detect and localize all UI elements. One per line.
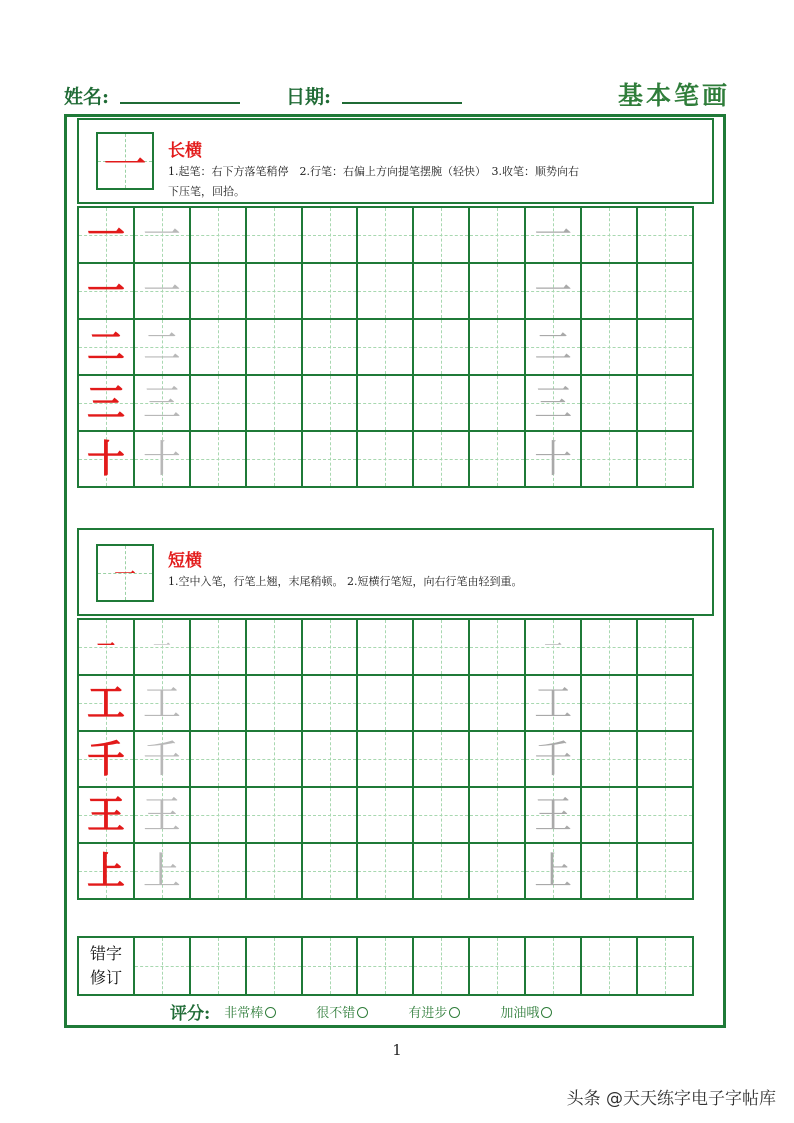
page-title: 基本笔画	[617, 81, 730, 110]
grid-char: 三	[142, 381, 181, 425]
practice-row	[77, 674, 714, 732]
grid-cell[interactable]	[636, 430, 694, 488]
grid-cell[interactable]	[412, 936, 470, 996]
sample-char: 一	[113, 562, 136, 588]
grid-cell[interactable]	[356, 936, 414, 996]
grid-cell[interactable]	[524, 842, 582, 900]
grid-cell[interactable]	[245, 374, 303, 432]
grid-cell[interactable]	[468, 842, 526, 900]
grid-char: 一	[142, 269, 181, 313]
grid-cell[interactable]	[636, 936, 694, 996]
grid-cell[interactable]	[636, 730, 694, 788]
grid-char: 千	[534, 737, 573, 781]
grid-cell[interactable]	[245, 674, 303, 732]
grid-cell[interactable]	[301, 618, 359, 676]
grid-cell[interactable]	[189, 786, 247, 844]
grid-cell[interactable]	[524, 262, 582, 320]
practice-row	[77, 374, 714, 432]
grid-cell[interactable]	[524, 374, 582, 432]
grid-cell[interactable]	[636, 206, 694, 264]
grid-char: 十	[86, 437, 125, 481]
grid-cell[interactable]	[468, 206, 526, 264]
grid-cell[interactable]	[133, 318, 191, 376]
grid-cell[interactable]	[189, 430, 247, 488]
grid-cell[interactable]	[301, 374, 359, 432]
grid-cell[interactable]	[77, 786, 135, 844]
grid-cell[interactable]	[133, 674, 191, 732]
grid-cell[interactable]	[468, 936, 526, 996]
stroke-description-line: 1.起笔：右下方落笔稍停 2.行笔：右偏上方向提笔摆腕（轻快） 3.收笔：顺势向右	[168, 165, 579, 178]
grid-cell[interactable]	[133, 374, 191, 432]
grid-cell[interactable]	[77, 318, 135, 376]
score-option[interactable]: 加油哦	[500, 1002, 552, 1021]
grid-char: 一	[86, 269, 125, 313]
grid-cell[interactable]	[356, 206, 414, 264]
grid-cell[interactable]	[356, 318, 414, 376]
grid-char: 王	[142, 793, 181, 837]
grid-cell[interactable]	[77, 430, 135, 488]
grid-cell[interactable]	[356, 430, 414, 488]
grid-cell[interactable]	[245, 262, 303, 320]
grid-cell[interactable]	[412, 430, 470, 488]
practice-row	[77, 206, 714, 264]
grid-cell[interactable]	[245, 618, 303, 676]
grid-cell[interactable]	[245, 430, 303, 488]
grid-cell[interactable]	[245, 786, 303, 844]
grid-cell[interactable]	[580, 842, 638, 900]
grid-cell[interactable]	[189, 206, 247, 264]
stroke-name: 长横	[168, 141, 202, 161]
grid-cell[interactable]	[580, 374, 638, 432]
grid-cell[interactable]	[189, 674, 247, 732]
grid-cell[interactable]	[524, 430, 582, 488]
grid-char: 工	[534, 681, 573, 725]
grid-cell[interactable]	[580, 318, 638, 376]
stroke-description-line: 下压笔，回拾。	[168, 185, 245, 198]
grid-cell[interactable]	[636, 674, 694, 732]
grid-cell[interactable]	[356, 786, 414, 844]
grid-cell[interactable]	[580, 674, 638, 732]
grid-cell[interactable]	[301, 430, 359, 488]
score-option[interactable]: 很不错	[316, 1002, 368, 1021]
grid-cell[interactable]	[189, 936, 247, 996]
circle-icon[interactable]	[541, 1007, 552, 1018]
grid-char: 上	[86, 849, 125, 893]
grid-cell[interactable]	[468, 730, 526, 788]
grid-char: 二	[534, 325, 573, 369]
grid-char: 三	[86, 381, 125, 425]
grid-cell[interactable]	[524, 786, 582, 844]
grid-cell[interactable]	[189, 318, 247, 376]
grid-cell[interactable]	[412, 206, 470, 264]
score-bar	[170, 998, 592, 1024]
grid-cell[interactable]	[580, 936, 638, 996]
grid-char: 上	[534, 849, 573, 893]
correction-label	[79, 938, 133, 994]
grid-cell	[77, 936, 135, 996]
grid-cell[interactable]	[580, 730, 638, 788]
grid-cell[interactable]	[636, 318, 694, 376]
grid-cell[interactable]	[412, 842, 470, 900]
grid-cell[interactable]	[580, 206, 638, 264]
practice-row	[77, 842, 714, 900]
correction-label-line: 修订	[89, 968, 122, 987]
grid-char: 一	[86, 213, 125, 257]
grid-cell[interactable]	[133, 936, 191, 996]
grid-char: 一	[534, 269, 573, 313]
grid-cell[interactable]	[133, 730, 191, 788]
correction-label-line: 错字	[89, 944, 122, 963]
grid-cell[interactable]	[301, 206, 359, 264]
grid-cell[interactable]	[524, 730, 582, 788]
grid-cell[interactable]	[245, 936, 303, 996]
grid-cell[interactable]	[245, 318, 303, 376]
grid-cell[interactable]	[356, 730, 414, 788]
grid-cell[interactable]	[468, 674, 526, 732]
grid-char: 工	[142, 681, 181, 725]
grid-cell[interactable]	[412, 318, 470, 376]
circle-icon[interactable]	[265, 1007, 276, 1018]
grid-cell[interactable]	[77, 674, 135, 732]
circle-icon[interactable]	[357, 1007, 368, 1018]
score-option[interactable]: 有进步	[408, 1002, 460, 1021]
correction-row	[77, 936, 714, 996]
grid-char: 十	[142, 437, 181, 481]
grid-cell[interactable]	[468, 786, 526, 844]
grid-cell[interactable]	[524, 674, 582, 732]
grid-cell[interactable]	[189, 730, 247, 788]
grid-char: 上	[142, 849, 181, 893]
grid-cell[interactable]	[189, 262, 247, 320]
grid-cell[interactable]	[524, 936, 582, 996]
stroke-description	[168, 162, 678, 202]
name-field-line[interactable]	[120, 102, 240, 104]
grid-cell[interactable]	[356, 842, 414, 900]
grid-cell[interactable]	[301, 936, 359, 996]
grid-cell[interactable]	[189, 842, 247, 900]
grid-char: 王	[534, 793, 573, 837]
grid-cell[interactable]	[301, 842, 359, 900]
stroke-description	[168, 572, 678, 592]
grid-cell[interactable]	[580, 786, 638, 844]
grid-cell[interactable]	[245, 842, 303, 900]
grid-cell[interactable]	[468, 618, 526, 676]
grid-char: 工	[86, 681, 125, 725]
sample-char-box	[96, 544, 154, 602]
grid-cell[interactable]	[468, 262, 526, 320]
grid-char: 千	[86, 737, 125, 781]
grid-cell[interactable]	[77, 262, 135, 320]
grid-cell[interactable]	[412, 262, 470, 320]
stroke-info-long-horizontal	[77, 118, 714, 204]
grid-cell[interactable]	[77, 618, 135, 676]
grid-cell[interactable]	[77, 206, 135, 264]
grid-char: 十	[534, 437, 573, 481]
stroke-description-line: 1.空中入笔，行笔上翘，末尾稍顿。 2.短横行笔短，向右行笔由轻到重。	[168, 575, 523, 588]
practice-row	[77, 618, 714, 676]
grid-cell[interactable]	[356, 262, 414, 320]
grid-cell[interactable]	[301, 318, 359, 376]
grid-cell[interactable]	[301, 262, 359, 320]
grid-cell[interactable]	[77, 374, 135, 432]
grid-cell[interactable]	[468, 430, 526, 488]
grid-cell[interactable]	[636, 374, 694, 432]
grid-char: 一	[152, 636, 171, 657]
sample-char: 一	[103, 140, 147, 191]
practice-grid-short-horizontal	[77, 618, 714, 900]
grid-cell[interactable]	[133, 430, 191, 488]
stroke-info-short-horizontal	[77, 528, 714, 616]
score-option[interactable]: 非常棒	[224, 1002, 276, 1021]
grid-cell[interactable]	[412, 374, 470, 432]
grid-cell[interactable]	[189, 618, 247, 676]
grid-char: 一	[142, 213, 181, 257]
practice-row	[77, 430, 714, 488]
watermark: 头条 @天天练字电子字帖库	[566, 1089, 776, 1109]
grid-cell[interactable]	[301, 730, 359, 788]
grid-char: 一	[534, 213, 573, 257]
grid-cell[interactable]	[524, 206, 582, 264]
grid-char: 二	[142, 325, 181, 369]
stroke-name: 短横	[168, 551, 202, 571]
grid-cell[interactable]	[301, 786, 359, 844]
grid-cell[interactable]	[636, 842, 694, 900]
circle-icon[interactable]	[449, 1007, 460, 1018]
grid-cell[interactable]	[133, 262, 191, 320]
practice-row	[77, 786, 714, 844]
grid-cell[interactable]	[356, 618, 414, 676]
grid-cell[interactable]	[580, 430, 638, 488]
name-label: 姓名:	[64, 86, 110, 108]
practice-row	[77, 262, 714, 320]
grid-cell[interactable]	[356, 674, 414, 732]
grid-cell[interactable]	[580, 618, 638, 676]
header	[64, 76, 730, 110]
grid-cell[interactable]	[412, 786, 470, 844]
grid-cell[interactable]	[524, 618, 582, 676]
grid-cell[interactable]	[133, 842, 191, 900]
grid-cell[interactable]	[301, 674, 359, 732]
grid-cell[interactable]	[468, 374, 526, 432]
grid-cell[interactable]	[412, 730, 470, 788]
grid-cell[interactable]	[77, 730, 135, 788]
grid-cell[interactable]	[133, 786, 191, 844]
practice-grid-long-horizontal	[77, 206, 714, 488]
grid-cell[interactable]	[245, 206, 303, 264]
grid-cell[interactable]	[133, 206, 191, 264]
grid-cell[interactable]	[356, 374, 414, 432]
grid-cell[interactable]	[412, 618, 470, 676]
grid-char: 二	[86, 325, 125, 369]
grid-char: 三	[534, 381, 573, 425]
grid-char: 王	[86, 793, 125, 837]
grid-cell[interactable]	[133, 618, 191, 676]
grid-cell[interactable]	[524, 318, 582, 376]
grid-cell[interactable]	[245, 730, 303, 788]
grid-cell[interactable]	[636, 262, 694, 320]
date-label: 日期:	[286, 86, 332, 108]
grid-cell[interactable]	[189, 374, 247, 432]
grid-char: 千	[142, 737, 181, 781]
grid-cell[interactable]	[636, 786, 694, 844]
sample-char-box	[96, 132, 154, 190]
grid-cell[interactable]	[580, 262, 638, 320]
practice-row	[77, 730, 714, 788]
date-field-line[interactable]	[342, 102, 462, 104]
page-number: 1	[392, 1041, 402, 1059]
grid-char: 一	[96, 636, 115, 657]
grid-char: 一	[544, 636, 563, 657]
grid-cell[interactable]	[412, 674, 470, 732]
practice-row	[77, 318, 714, 376]
score-label: 评分:	[170, 1003, 211, 1024]
grid-cell[interactable]	[77, 842, 135, 900]
grid-cell[interactable]	[636, 618, 694, 676]
grid-cell[interactable]	[468, 318, 526, 376]
